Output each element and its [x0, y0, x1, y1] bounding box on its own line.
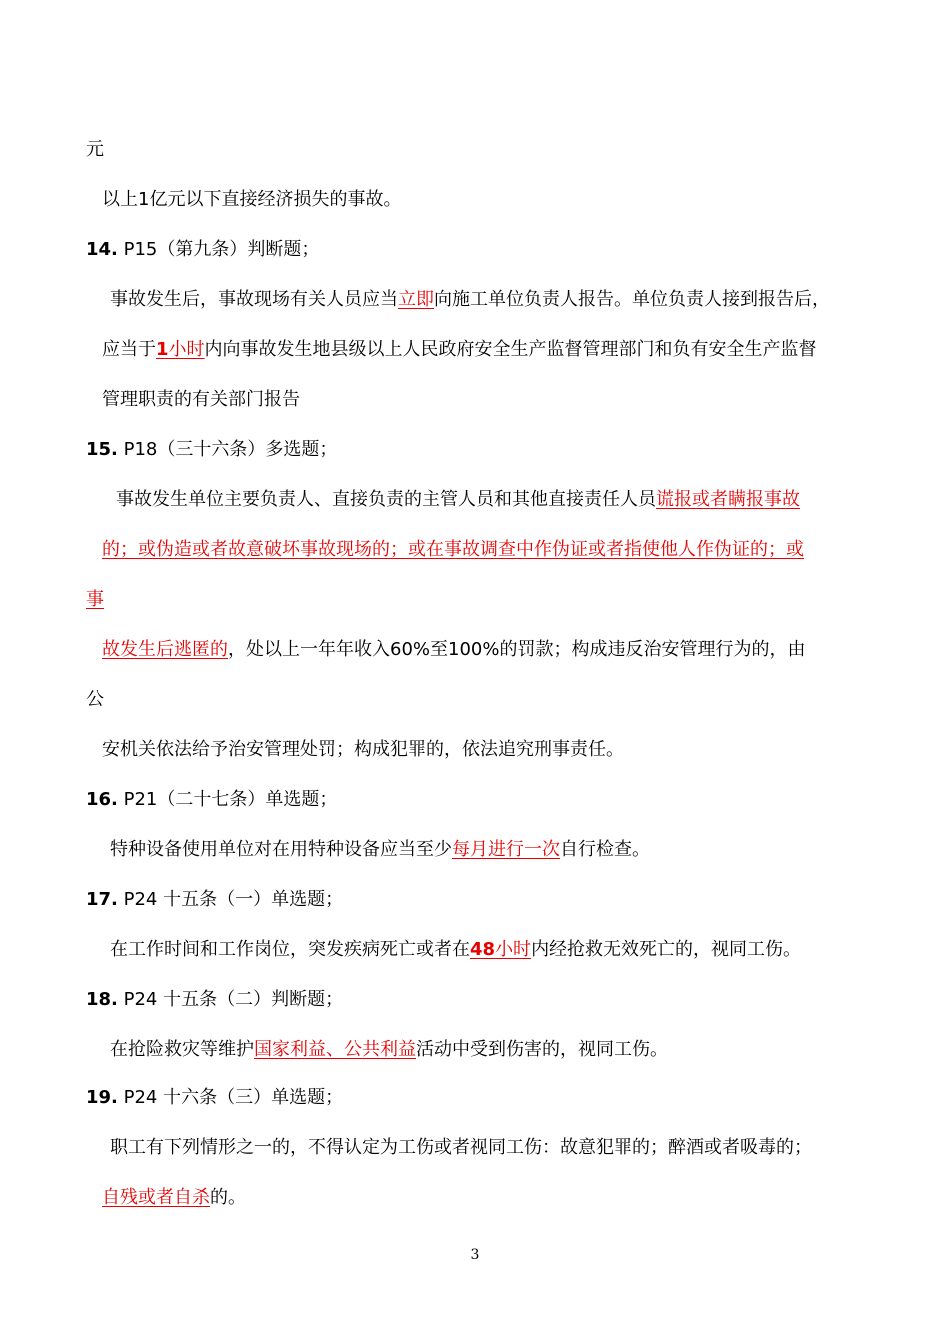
- answer-highlight: 1: [156, 339, 169, 360]
- answer-highlight: 48: [470, 939, 496, 960]
- answer-highlight: 故发生后逃匿的: [102, 639, 228, 660]
- answer-highlight: 每月进行一次: [452, 839, 560, 860]
- text-line: 在工作时间和工作岗位，突发疾病死亡或者在48小时内经抢救无效死亡的，视同工伤。: [110, 939, 802, 960]
- question-header-14: 14. P15（第九条）判断题；: [86, 239, 320, 260]
- answer-highlight: 立即: [398, 289, 434, 310]
- text-line: 应当于1小时内向事故发生地县级以上人民政府安全生产监督管理部门和负有安全生产监督: [102, 339, 817, 360]
- answer-highlight: 国家利益、公共利益: [254, 1039, 416, 1060]
- page-number: 3: [470, 1247, 480, 1263]
- text-line: 公: [86, 689, 104, 710]
- question-header-19: 19. P24 十六条（三）单选题；: [86, 1087, 344, 1108]
- answer-highlight: 事: [86, 589, 104, 610]
- question-header-16: 16. P21（二十七条）单选题；: [86, 789, 338, 810]
- text-line: 职工有下列情形之一的，不得认定为工伤或者视同工伤：故意犯罪的；醉酒或者吸毒的；: [110, 1137, 812, 1158]
- text-line: 事故发生后，事故现场有关人员应当立即向施工单位负责人报告。单位负责人接到报告后，: [110, 289, 830, 310]
- text-line: 管理职责的有关部门报告: [102, 389, 300, 410]
- text-line: 安机关依法给予治安管理处罚；构成犯罪的，依法追究刑事责任。: [102, 739, 624, 760]
- text-line: [86, 588, 104, 612]
- text-line: 事故发生单位主要负责人、直接负责的主管人员和其他直接责任人员谎报或者瞒报事故: [116, 489, 800, 510]
- text-line: 元: [86, 139, 104, 160]
- text-line: 自残或者自杀的。: [102, 1187, 246, 1208]
- answer-highlight: 谎报或者瞒报事故: [656, 489, 800, 510]
- answer-highlight: 小时: [495, 939, 532, 960]
- answer-highlight: 小时: [168, 339, 205, 360]
- question-header-17: 17. P24 十五条（一）单选题；: [86, 889, 344, 910]
- answer-highlight: 的；或伪造或者故意破坏事故现场的；或在事故调查中作伪证或者指使他人作伪证的；或: [102, 539, 804, 560]
- text-line: 故发生后逃匿的，处以上一年年收入60%至100%的罚款；构成违反治安管理行为的，由: [102, 639, 806, 660]
- text-line: 以上1亿元以下直接经济损失的事故。: [102, 189, 402, 210]
- text-line: 在抢险救灾等维护国家利益、公共利益活动中受到伤害的，视同工伤。: [110, 1039, 668, 1060]
- text-line: 特种设备使用单位对在用特种设备应当至少每月进行一次自行检查。: [110, 839, 650, 860]
- answer-highlight: 自残或者自杀: [102, 1187, 210, 1208]
- text-line: [102, 538, 804, 562]
- question-header-15: 15. P18（三十六条）多选题；: [86, 439, 338, 460]
- question-header-18: 18. P24 十五条（二）判断题；: [86, 989, 344, 1010]
